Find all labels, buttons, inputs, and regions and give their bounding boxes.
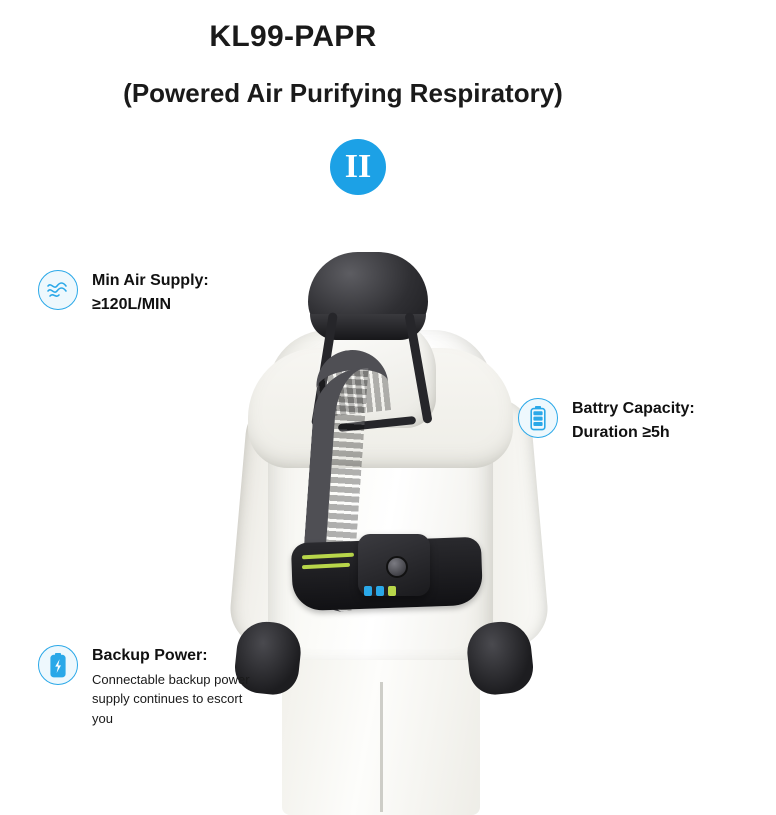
airflow-icon — [38, 270, 78, 310]
feature-min-air-supply-text — [92, 270, 209, 315]
feature-title: Min Air Supply: — [92, 272, 209, 289]
battery-icon — [518, 398, 558, 438]
page-subtitle-text: (Powered Air Purifying Respiratory) — [123, 78, 563, 108]
coverall-leg-seam — [380, 682, 383, 812]
protection-level-badge-label: II — [344, 148, 372, 185]
feature-backup-power-text — [92, 645, 252, 728]
feature-subtitle: Duration ≥5h — [572, 423, 670, 441]
feature-title: Backup Power: — [92, 647, 208, 664]
page-subtitle — [0, 78, 776, 109]
feature-min-air-supply — [38, 270, 209, 315]
blower-indicator-led-3 — [388, 586, 396, 596]
blower-indicator-led-2 — [376, 586, 384, 596]
page-title-text: KL99-PAPR — [209, 20, 377, 53]
feature-battery-capacity — [518, 398, 695, 443]
battery-bolt-icon — [38, 645, 78, 685]
blower-indicator-led-1 — [364, 586, 372, 596]
feature-body: Connectable backup power supply continues to escort you — [92, 671, 250, 726]
feature-subtitle: ≥120L/MIN — [92, 295, 172, 313]
blower-power-knob — [386, 556, 408, 578]
page-title — [0, 20, 776, 54]
feature-backup-power — [38, 645, 252, 728]
feature-title: Battry Capacity: — [572, 400, 695, 417]
protection-level-badge — [330, 139, 386, 195]
feature-battery-capacity-text — [572, 398, 695, 443]
